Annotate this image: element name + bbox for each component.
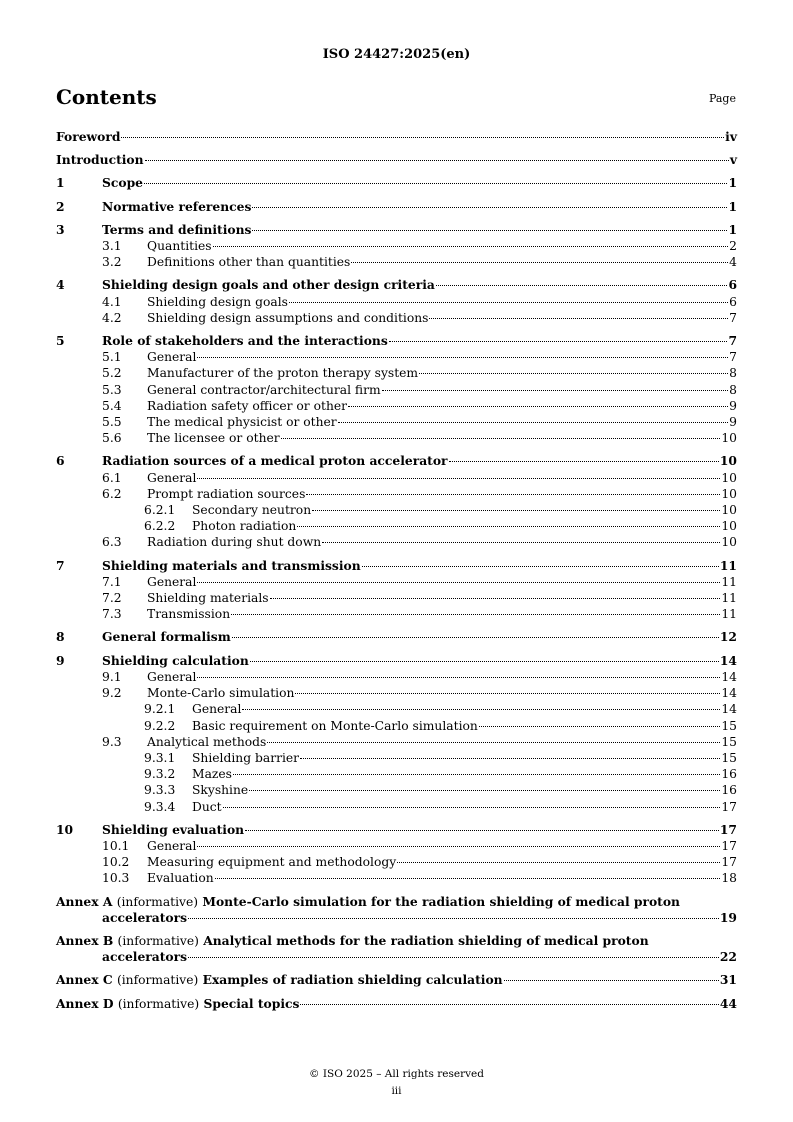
toc-section <box>56 822 737 887</box>
toc-section <box>56 199 737 215</box>
toc-section-row[interactable] <box>56 175 737 191</box>
dot-leader <box>306 494 720 495</box>
toc-section-number: 6 <box>56 453 65 469</box>
dot-leader <box>213 246 729 247</box>
dot-leader <box>270 598 721 599</box>
toc-annex-title[interactable]: Monte-Carlo simulation for the radiation shielding of medical proton <box>202 893 680 909</box>
toc-subsection-number: 3.2 <box>102 255 122 270</box>
dot-leader <box>289 302 728 303</box>
toc-subsection-number: 5.1 <box>102 350 122 365</box>
toc-subsection-title[interactable]: Mazes <box>192 767 232 782</box>
toc-subsection-page: 2 <box>729 239 737 254</box>
toc-section-title[interactable]: Shielding design goals and other design criteria <box>102 277 435 293</box>
toc-section-number: 10 <box>56 821 74 837</box>
toc-section-page: 6 <box>728 277 737 293</box>
dot-leader <box>232 637 719 638</box>
toc-section-row[interactable] <box>56 453 737 469</box>
toc-subsection-page: 8 <box>729 382 737 397</box>
toc-section-row[interactable] <box>56 333 737 349</box>
dot-leader <box>197 677 720 678</box>
toc-subsection-number: 7.2 <box>102 591 122 606</box>
toc-section-number: 9 <box>56 652 65 668</box>
dot-leader <box>348 406 728 407</box>
toc-subsection-title[interactable]: Monte-Carlo simulation <box>147 686 295 701</box>
toc-subsection-title[interactable]: Transmission <box>147 607 231 622</box>
toc-annex-line <box>56 933 737 949</box>
dot-leader <box>322 542 720 543</box>
toc-subsection-row[interactable] <box>56 701 737 717</box>
toc-subsection-row[interactable] <box>56 718 737 734</box>
dot-leader <box>233 774 720 775</box>
toc-subsection-row[interactable] <box>56 606 737 622</box>
toc-subsection-number: 7.3 <box>102 607 122 622</box>
toc-subsection-number: 6.2 <box>102 486 122 501</box>
toc-section-page: 10 <box>719 453 737 469</box>
toc-subsection-page: 18 <box>721 871 737 886</box>
toc-annex[interactable] <box>56 996 737 1012</box>
toc-subsection-number: 9.3.4 <box>144 799 176 814</box>
toc-subsection-title[interactable]: Basic requirement on Monte-Carlo simulation <box>192 718 478 733</box>
toc-annex[interactable] <box>56 933 737 965</box>
toc-annex-title-cont[interactable]: accelerators <box>102 909 187 925</box>
dot-leader <box>338 422 728 423</box>
dot-leader <box>197 478 720 479</box>
dot-leader <box>197 846 720 847</box>
toc-subsection-row[interactable] <box>56 238 737 254</box>
toc-introduction[interactable] <box>56 152 737 168</box>
toc-section-title[interactable]: Normative references <box>102 198 252 214</box>
toc-subsection-title[interactable]: The licensee or other <box>147 431 280 446</box>
toc-subsection-title[interactable]: General <box>192 702 242 717</box>
toc-annex-row <box>56 996 737 1012</box>
toc-subsection-row[interactable] <box>56 310 737 326</box>
toc-subsection-number: 5.3 <box>102 382 122 397</box>
toc-section-row[interactable] <box>56 558 737 574</box>
toc-subsection-number: 6.2.2 <box>144 519 176 534</box>
dot-leader <box>250 661 719 662</box>
dot-leader <box>267 742 720 743</box>
toc-annex-row <box>56 949 737 965</box>
toc-subsection-row[interactable] <box>56 799 737 815</box>
toc-subsection-number: 9.3 <box>102 734 122 749</box>
dot-leader <box>245 830 719 831</box>
toc-subsection-page: 11 <box>721 607 737 622</box>
toc-annex-title-cont[interactable]: accelerators <box>102 949 187 965</box>
toc-subsection-page: 14 <box>721 702 737 717</box>
toc-annex-label[interactable]: Annex D <box>56 995 114 1011</box>
dot-leader <box>300 1004 718 1005</box>
toc-subsection-row[interactable] <box>56 574 737 590</box>
toc-section-row[interactable] <box>56 653 737 669</box>
toc-section-page: 1 <box>728 175 737 191</box>
toc-section-number: 5 <box>56 333 65 349</box>
dot-leader <box>252 207 727 208</box>
toc-subsection-page: 15 <box>721 750 737 765</box>
toc-section-title[interactable]: Shielding calculation <box>102 652 249 668</box>
toc-subsection-page: 10 <box>721 519 737 534</box>
toc-annex-heading <box>56 996 299 1012</box>
toc-section-page: 17 <box>719 821 737 837</box>
toc-subsection-row[interactable] <box>56 734 737 750</box>
toc-subsection-row[interactable] <box>56 870 737 886</box>
dot-leader <box>300 758 720 759</box>
toc-subsection-page: 9 <box>729 398 737 413</box>
toc-subsection-number: 5.5 <box>102 415 122 430</box>
dot-leader <box>362 566 719 567</box>
page-column-label: Page <box>708 92 736 105</box>
toc-section-row[interactable] <box>56 199 737 215</box>
toc-subsection-number: 5.6 <box>102 431 122 446</box>
toc-subsection-title[interactable]: Shielding barrier <box>192 750 300 765</box>
toc-section-title[interactable]: General formalism <box>102 629 231 645</box>
toc-section-row[interactable] <box>56 822 737 838</box>
toc-section-title[interactable]: Terms and definitions <box>102 221 252 237</box>
toc-subsection-row[interactable] <box>56 766 737 782</box>
dot-leader <box>197 582 720 583</box>
toc-annex-heading <box>56 972 503 988</box>
toc-subsection-row[interactable] <box>56 685 737 701</box>
page-title: Contents <box>56 85 157 109</box>
toc-subsection-row[interactable] <box>56 294 737 310</box>
toc-subsection-number: 6.3 <box>102 535 122 550</box>
table-of-contents <box>56 129 737 1019</box>
toc-subsection-page: 11 <box>721 591 737 606</box>
toc-subsection-title[interactable]: Definitions other than quantities <box>147 255 351 270</box>
toc-subsection-number: 9.2.1 <box>144 702 176 717</box>
toc-subsection-row[interactable] <box>56 590 737 606</box>
dot-leader <box>389 341 728 342</box>
toc-section-page: 1 <box>728 221 737 237</box>
toc-subsection-title[interactable]: Measuring equipment and methodology <box>147 855 397 870</box>
toc-entry-title[interactable]: Foreword <box>56 129 121 144</box>
toc-subsection-row[interactable] <box>56 414 737 430</box>
toc-subsection-row[interactable] <box>56 382 737 398</box>
toc-subsection-title[interactable]: Duct <box>192 799 222 814</box>
toc-annex-label[interactable]: Annex C <box>56 972 113 988</box>
toc-subsection-page: 4 <box>729 255 737 270</box>
toc-section <box>56 453 737 550</box>
toc-annex-title[interactable]: Examples of radiation shielding calculation <box>202 972 503 988</box>
toc-subsection-title[interactable]: General <box>147 669 197 684</box>
toc-annex-row <box>56 910 737 926</box>
dot-leader <box>351 262 728 263</box>
dot-leader <box>449 461 719 462</box>
toc-subsection-page: 10 <box>721 535 737 550</box>
toc-subsection-number: 10.1 <box>102 838 130 853</box>
toc-section-row[interactable] <box>56 629 737 645</box>
toc-subsection-title[interactable]: Radiation safety officer or other <box>147 398 348 413</box>
toc-subsection-page: 7 <box>729 350 737 365</box>
toc-subsection-row[interactable] <box>56 349 737 365</box>
toc-annex-page: 19 <box>719 909 737 925</box>
toc-section-page: 12 <box>719 629 737 645</box>
toc-annex-label[interactable]: Annex A <box>56 893 113 909</box>
toc-subsection-page: 7 <box>729 310 737 325</box>
toc-section-number: 3 <box>56 221 65 237</box>
dot-leader <box>504 980 719 981</box>
toc-annex-title[interactable]: Special topics <box>203 995 300 1011</box>
toc-annexes <box>56 894 737 1012</box>
toc-annex-page: 31 <box>719 972 737 988</box>
copyright-notice: © ISO 2025 – All rights reserved <box>309 1068 484 1080</box>
toc-section-row[interactable] <box>56 222 737 238</box>
toc-section-number: 8 <box>56 629 65 645</box>
toc-section <box>56 653 737 815</box>
page-footer <box>0 1066 793 1100</box>
toc-subsection-number: 3.1 <box>102 239 122 254</box>
toc-section-number: 2 <box>56 198 65 214</box>
toc-subsection-title[interactable]: Analytical methods <box>147 734 267 749</box>
toc-annex-page: 44 <box>719 995 737 1011</box>
toc-subsection-page: 15 <box>721 718 737 733</box>
toc-subsection-page: 10 <box>721 431 737 446</box>
dot-leader <box>145 160 729 161</box>
toc-subsection-row[interactable] <box>56 430 737 446</box>
toc-subsection-title[interactable]: Quantities <box>147 239 212 254</box>
toc-annex-type: (informative) <box>116 973 199 988</box>
toc-annex-label[interactable]: Annex B <box>56 932 114 948</box>
dot-leader <box>144 183 727 184</box>
toc-subsection-page: 16 <box>721 767 737 782</box>
toc-subsection-number: 7.1 <box>102 574 122 589</box>
toc-subsection-title[interactable]: General <box>147 350 197 365</box>
toc-subsection-title[interactable]: General <box>147 838 197 853</box>
toc-subsection-page: 10 <box>721 470 737 485</box>
toc-section-title[interactable]: Scope <box>102 175 143 191</box>
toc-sections <box>56 175 737 886</box>
toc-section <box>56 277 737 326</box>
toc-section-number: 1 <box>56 175 65 191</box>
toc-section <box>56 629 737 645</box>
toc-subsection-page: 14 <box>721 686 737 701</box>
dot-leader <box>312 510 720 511</box>
toc-section-page: 7 <box>728 333 737 349</box>
toc-subsection-number: 9.1 <box>102 669 122 684</box>
toc-section-title[interactable]: Shielding materials and transmission <box>102 557 361 573</box>
dot-leader <box>242 709 720 710</box>
dot-leader <box>429 318 728 319</box>
dot-leader <box>436 285 728 286</box>
dot-leader <box>231 614 720 615</box>
toc-subsection-page: 10 <box>721 486 737 501</box>
toc-subsection-title[interactable]: Prompt radiation sources <box>147 486 306 501</box>
dot-leader <box>197 357 728 358</box>
toc-annex-row <box>56 972 737 988</box>
toc-subsection-row[interactable] <box>56 534 737 550</box>
toc-subsection-title[interactable]: Secondary neutron <box>192 503 312 518</box>
toc-subsection-row[interactable] <box>56 782 737 798</box>
toc-subsection-page: 17 <box>721 838 737 853</box>
toc-annex[interactable] <box>56 972 737 988</box>
toc-subsection-page: 14 <box>721 669 737 684</box>
toc-entry-title[interactable]: Introduction <box>56 152 144 168</box>
toc-section <box>56 222 737 271</box>
toc-subsection-row[interactable] <box>56 502 737 518</box>
toc-subsection-page: 16 <box>721 783 737 798</box>
toc-subsection-number: 5.2 <box>102 366 122 381</box>
toc-subsection-row[interactable] <box>56 398 737 414</box>
toc-subsection-number: 5.4 <box>102 398 122 413</box>
toc-subsection-row[interactable] <box>56 854 737 870</box>
toc-annex-page: 22 <box>719 949 737 965</box>
toc-annex-type: (informative) <box>117 996 200 1011</box>
toc-section-page: 14 <box>719 652 737 668</box>
toc-subsection-row[interactable] <box>56 486 737 502</box>
toc-subsection-number: 10.2 <box>102 855 130 870</box>
toc-section <box>56 558 737 623</box>
toc-section-page: 1 <box>728 198 737 214</box>
dot-leader <box>215 878 721 879</box>
toc-subsection-row[interactable] <box>56 838 737 854</box>
toc-subsection-page: 17 <box>721 799 737 814</box>
toc-subsection-number: 9.2 <box>102 686 122 701</box>
page-number: iii <box>391 1085 402 1097</box>
toc-entry-page: iv <box>725 129 737 144</box>
toc-section-row[interactable] <box>56 277 737 293</box>
toc-annex[interactable] <box>56 894 737 926</box>
toc-subsection-page: 10 <box>721 503 737 518</box>
toc-section-page: 11 <box>719 557 737 573</box>
toc-subsection-number: 9.3.1 <box>144 750 176 765</box>
toc-subsection-title[interactable]: Manufacturer of the proton therapy system <box>147 366 419 381</box>
toc-subsection-page: 17 <box>721 855 737 870</box>
toc-subsection-number: 6.2.1 <box>144 503 176 518</box>
toc-subsection-row[interactable] <box>56 750 737 766</box>
toc-section-number: 4 <box>56 277 65 293</box>
dot-leader <box>223 807 721 808</box>
toc-subsection-page: 6 <box>729 294 737 309</box>
toc-annex-type: (informative) <box>116 894 199 909</box>
document-id: ISO 24427:2025(en) <box>322 47 471 62</box>
toc-section <box>56 333 737 446</box>
toc-annex-line <box>56 894 737 910</box>
toc-subsection-number: 6.1 <box>102 470 122 485</box>
toc-section-number: 7 <box>56 557 65 573</box>
dot-leader <box>252 230 727 231</box>
toc-foreword[interactable] <box>56 129 737 145</box>
toc-subsection-page: 15 <box>721 734 737 749</box>
toc-subsection-title[interactable]: General <box>147 574 197 589</box>
toc-subsection-page: 9 <box>729 415 737 430</box>
toc-subsection-title[interactable]: General contractor/architectural firm <box>147 382 381 397</box>
dot-leader <box>281 438 721 439</box>
toc-annex-title[interactable]: Analytical methods for the radiation shielding of medical proton <box>203 932 649 948</box>
toc-subsection-title[interactable]: Evaluation <box>147 871 214 886</box>
toc-subsection-title[interactable]: The medical physicist or other <box>147 415 337 430</box>
toc-subsection-number: 9.3.2 <box>144 767 176 782</box>
dot-leader <box>419 373 728 374</box>
toc-subsection-title[interactable]: Shielding design goals <box>147 294 288 309</box>
toc-subsection-row[interactable] <box>56 669 737 685</box>
toc-subsection-title[interactable]: Shielding design assumptions and conditions <box>147 310 429 325</box>
toc-section <box>56 175 737 191</box>
toc-subsection-title[interactable]: General <box>147 470 197 485</box>
toc-subsection-row[interactable] <box>56 470 737 486</box>
toc-subsection-number: 4.1 <box>102 294 122 309</box>
toc-subsection-title[interactable]: Photon radiation <box>192 519 297 534</box>
toc-entry-page: v <box>729 152 737 168</box>
toc-subsection-number: 4.2 <box>102 310 122 325</box>
toc-subsection-title[interactable]: Radiation during shut down <box>147 535 322 550</box>
dot-leader <box>382 390 729 391</box>
dot-leader <box>297 526 720 527</box>
dot-leader <box>249 790 720 791</box>
toc-section-title[interactable]: Role of stakeholders and the interactions <box>102 333 388 349</box>
dot-leader <box>188 957 719 958</box>
dot-leader <box>397 862 720 863</box>
toc-subsection-number: 9.2.2 <box>144 718 176 733</box>
toc-annex-type: (informative) <box>117 933 199 948</box>
toc-subsection-page: 11 <box>721 574 737 589</box>
toc-subsection-number: 9.3.3 <box>144 783 176 798</box>
toc-section-title[interactable]: Shielding evaluation <box>102 821 245 837</box>
toc-subsection-row[interactable] <box>56 254 737 270</box>
toc-subsection-row[interactable] <box>56 365 737 381</box>
toc-subsection-number: 10.3 <box>102 871 130 886</box>
toc-section-title[interactable]: Radiation sources of a medical proton accelerator <box>102 453 448 469</box>
toc-subsection-title[interactable]: Shielding materials <box>147 591 269 606</box>
dot-leader <box>188 918 719 919</box>
dot-leader <box>479 726 721 727</box>
dot-leader <box>295 693 720 694</box>
dot-leader <box>121 137 724 138</box>
toc-subsection-page: 8 <box>729 366 737 381</box>
toc-subsection-title[interactable]: Skyshine <box>192 783 249 798</box>
toc-subsection-row[interactable] <box>56 518 737 534</box>
